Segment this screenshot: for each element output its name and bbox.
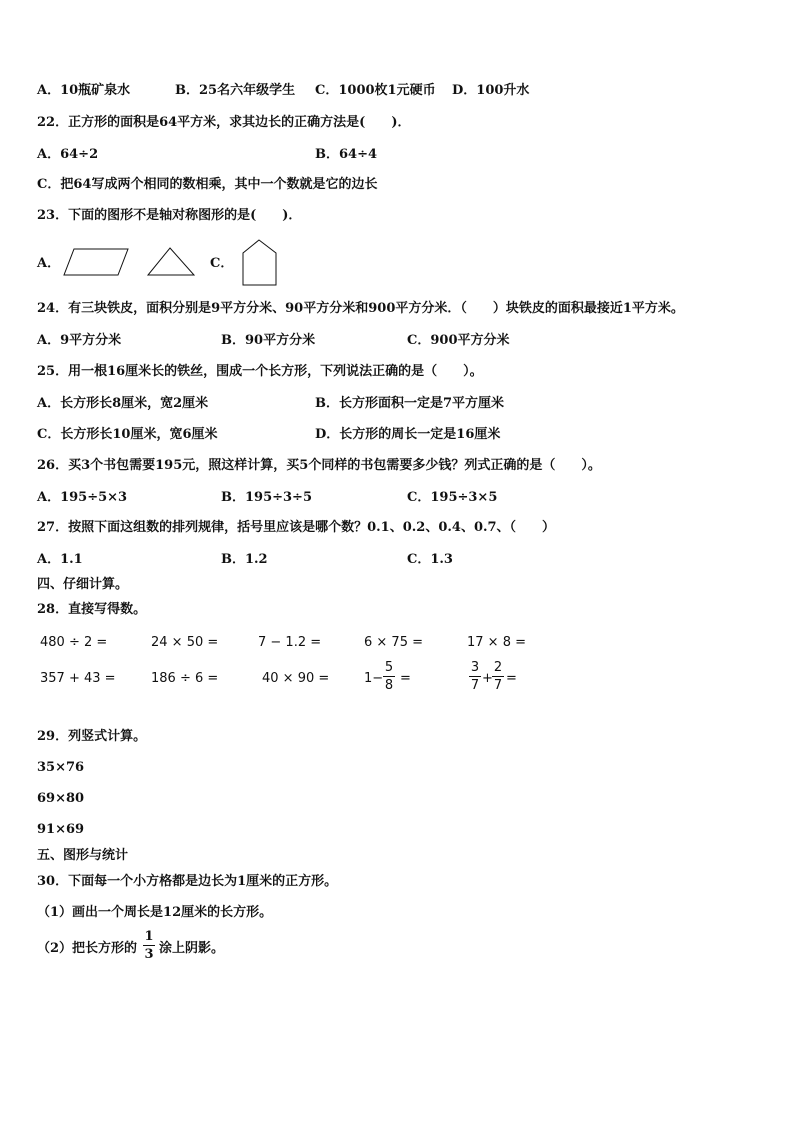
q24-stem: 24．有三块铁皮，面积分别是9平方分米、90平方分米和900平方分米．（ ）块铁皮的面积最接近1平方米。 (37, 301, 684, 316)
parallelogram-shape (62, 247, 130, 277)
q24-option-b: B．90平方分米 (221, 333, 316, 348)
equals-sign: = (506, 671, 517, 686)
section-five-heading: 五、图形与统计 (37, 848, 129, 863)
calc-item: 17 × 8 = (467, 635, 526, 650)
section-four-heading: 四、仔细计算。 (37, 577, 129, 592)
fraction-numerator: 1 (144, 929, 154, 944)
fraction-bar (383, 676, 395, 677)
q21-option-d: D．100升水 (452, 83, 530, 98)
plus-sign: + (482, 671, 493, 686)
fraction-numerator: 3 (470, 660, 480, 675)
q25-option-a: A．长方形长8厘米，宽2厘米 (37, 396, 209, 411)
q25-stem: 25．用一根16厘米长的铁丝，围成一个长方形，下列说法正确的是（ ）。 (37, 364, 483, 379)
fraction-bar (143, 945, 155, 946)
calc-item: 357 + 43 = (40, 671, 116, 686)
fraction-numerator: 2 (493, 660, 503, 675)
q22-option-c: C．把64写成两个相同的数相乘，其中一个数就是它的边长 (37, 177, 378, 192)
calc-item: 40 × 90 = (262, 671, 330, 686)
q24-option-c: C．900平方分米 (407, 333, 510, 348)
q25-option-b: B．长方形面积一定是7平方厘米 (315, 396, 505, 411)
q25-option-d: D．长方形的周长一定是16厘米 (315, 427, 501, 442)
q26-option-a: A．195÷5×3 (37, 490, 128, 505)
q23-option-c: C． (210, 256, 234, 271)
q27-stem: 27．按照下面这组数的排列规律，括号里应该是哪个数？0.1、0.2、0.4、0.7、（ ） (37, 520, 556, 535)
fraction-bar (469, 676, 481, 677)
q21-option-b: B．25名六年级学生 (175, 83, 296, 98)
q26-stem: 26．买3个书包需要195元，照这样计算，买5个同样的书包需要多少钱？列式正确的是（ ）。 (37, 458, 601, 473)
q21-option-a: A．10瓶矿泉水 (37, 83, 131, 98)
house-pentagon-shape (241, 238, 279, 288)
q21-option-c: C．1000枚1元硬币 (315, 83, 436, 98)
q30-sub-1: （1）画出一个周长是12厘米的长方形。 (37, 905, 273, 920)
fraction-denominator: 7 (493, 678, 503, 693)
q30-sub-2-prefix: （2）把长方形的 (37, 941, 138, 956)
vertical-calc-item: 69×80 (37, 791, 85, 806)
fraction-denominator: 7 (470, 678, 480, 693)
calc-item: 6 × 75 = (364, 635, 423, 650)
q22-stem: 22．正方形的面积是64平方米，求其边长的正确方法是( )． (37, 115, 411, 130)
q27-option-c: C．1.3 (407, 552, 453, 567)
fraction-denominator: 3 (144, 947, 154, 962)
q29-stem: 29．列竖式计算。 (37, 729, 147, 744)
calc-item: 7 − 1.2 = (258, 635, 322, 650)
q22-option-a: A．64÷2 (37, 147, 99, 162)
calc-item: 186 ÷ 6 = (151, 671, 219, 686)
equals-sign: = (400, 671, 411, 686)
vertical-calc-item: 35×76 (37, 760, 85, 775)
fraction-one-third (143, 929, 155, 962)
fraction-five-eighths (383, 660, 395, 693)
q30-stem: 30．下面每一个小方格都是边长为1厘米的正方形。 (37, 874, 338, 889)
calc-item: 24 × 50 = (151, 635, 219, 650)
q26-option-b: B．195÷3÷5 (221, 490, 313, 505)
fraction-numerator: 5 (384, 660, 394, 675)
calc-item: 480 ÷ 2 = (40, 635, 108, 650)
q28-stem: 28．直接写得数。 (37, 602, 147, 617)
q27-option-a: A．1.1 (37, 552, 83, 567)
vertical-calc-item: 91×69 (37, 822, 85, 837)
q24-option-a: A．9平方分米 (37, 333, 122, 348)
fraction-bar (492, 676, 504, 677)
fraction-three-sevenths (469, 660, 481, 693)
fraction-denominator: 8 (384, 678, 394, 693)
q27-option-b: B．1.2 (221, 552, 268, 567)
fraction-whole-part: 1− (364, 671, 384, 686)
q23-option-a: A． (37, 256, 61, 271)
q23-stem: 23．下面的图形不是轴对称图形的是( )． (37, 208, 302, 223)
q22-option-b: B．64÷4 (315, 147, 378, 162)
q26-option-c: C．195÷3×5 (407, 490, 498, 505)
q30-sub-2-suffix: 涂上阴影。 (159, 941, 225, 956)
triangle-shape (146, 246, 196, 278)
fraction-two-sevenths (492, 660, 504, 693)
q25-option-c: C．长方形长10厘米，宽6厘米 (37, 427, 218, 442)
